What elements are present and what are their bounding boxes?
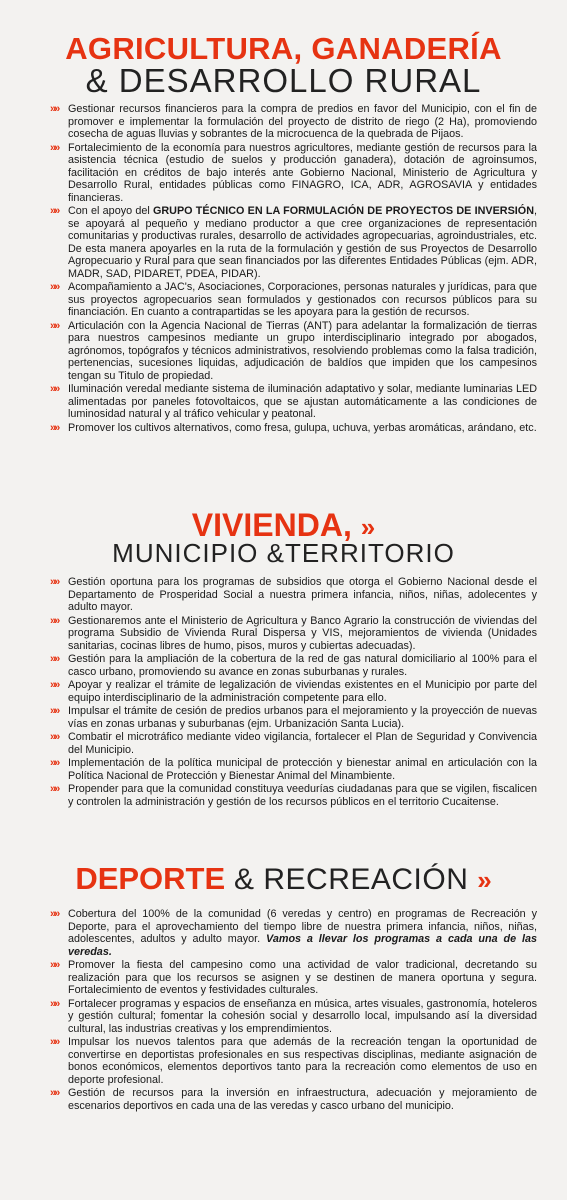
list-vivienda bbox=[0, 576, 567, 809]
list-item: »» Fortalecer programas y espacios de enseñanza en música, artes visuales, gastronomía, hoteleros y gestión cultural; fomentar la cohesión social y desarrollo local, impulsando así la diversidad cultural, las industrias creativas y los emprendimientos. bbox=[50, 997, 537, 1035]
bullet-icon: »» bbox=[50, 103, 59, 115]
list-item: »» Apoyar y realizar el trámite de legalización de viviendas existentes en el Municipio por parte del equipo interdisciplinario de la administración competente para ello. bbox=[50, 679, 537, 704]
bullet-icon: »» bbox=[50, 959, 59, 971]
list-item: »» Gestión oportuna para los programas de subsidios que otorga el Gobierno Nacional desde el Departamento de Prosperidad Social a nuestra primera infancia, niños, niñas, adolecentes y adulto mayor. bbox=[50, 576, 537, 613]
section-deporte bbox=[0, 858, 567, 1200]
list-item: »» Cobertura del 100% de la comunidad (6 veredas y centro) en programas de Recreación y Deporte, para el aprovechamiento del tiempo libre de nuestra primera infancia, niños, niñas, adolescentes, adultos y adulto mayor. Vamos a llevar los programas a cada una de las veredas. bbox=[50, 908, 537, 958]
list-item: »» Promover los cultivos alternativos, como fresa, gulupa, uchuva, yerbas aromáticas, arándano, etc. bbox=[50, 421, 537, 434]
bullet-icon: »» bbox=[50, 908, 59, 920]
bullet-icon: »» bbox=[50, 1087, 59, 1099]
bullet-icon: »» bbox=[50, 653, 59, 665]
list-item: »» Promover la fiesta del campesino como una actividad de valor tradicional, decretando su realización para que los recursos se asignen y se destinen de manera oportuna y segura. Fortalecimiento de eventos y festividades culturales. bbox=[50, 959, 537, 996]
bullet-icon: »» bbox=[50, 705, 59, 717]
chevron-right-icon: » bbox=[360, 512, 376, 542]
section-subtitle-desarrollo-rural: & DESARROLLO RURAL bbox=[85, 62, 482, 99]
list-item: »» Gestión para la ampliación de la cobertura de la red de gas natural domiciliario al 100% para el casco urbano, promoviendo su avance en zonas suburbanas y rurales. bbox=[50, 653, 537, 678]
list-item: »» Combatir el microtráfico mediante video vigilancia, fortalecer el Plan de Seguridad y Convivencia del Municipio. bbox=[50, 731, 537, 756]
bullet-icon: »» bbox=[50, 731, 59, 743]
list-item: »» Con el apoyo del GRUPO TÉCNICO EN LA FORMULACIÓN DE PROYECTOS DE INVERSIÓN, se apoyará al pequeño y mediano productor a que cree organizaciones de representación comunitarias y productivas rurales, desarrollo de actividades agropecuarias, agroindustriales, etc. De esta manera apoyarles en la ruta de la formulación y gestión de sus Proyectos de Desarrollo Agropecuario y Rural para que sean financiados por las diferentes Entidades Públicas (ejm. ADR, MADR, SAD, PIDARET, PDEA, PIDAR). bbox=[50, 205, 537, 280]
list-item: »» Gestionaremos ante el Ministerio de Agricultura y Banco Agrario la construcción de viviendas del programa Subsidio de Vivienda Rural Dispersa y VIS, mejoramientos de vivienda (Unidades sanitarias, cocinas libres de humo, pisos, muros y cubiertas adecuadas). bbox=[50, 614, 537, 652]
list-item: »» Iluminación veredal mediante sistema de iluminación adaptativo y solar, mediante luminarias LED alimentadas por paneles fotovoltaicos, que se ajustan automáticamente a las condiciones de luminosidad natural y al tráfico vehicular y peatonal. bbox=[50, 383, 537, 420]
bullet-icon: »» bbox=[50, 205, 59, 217]
section-title-deporte: DEPORTE & RECREACIÓN » bbox=[75, 861, 492, 896]
section-title-agricultura: AGRICULTURA, GANADERÍA bbox=[65, 31, 502, 66]
bullet-icon: »» bbox=[50, 757, 59, 769]
list-item: »» Acompañamiento a JAC's, Asociaciones, Corporaciones, personas naturales y jurídicas, para que sus proyectos agropecuarios sean formulados y gestionados con recursos públicos para su financiación. En cuanto a contrapartidas se les apoyara para la gestión de recursos. bbox=[50, 281, 537, 318]
bullet-icon: »» bbox=[50, 383, 59, 395]
section-subtitle-municipio-territorio: MUNICIPIO &TERRITORIO bbox=[112, 538, 455, 568]
list-item: »» Gestionar recursos financieros para la compra de predios en favor del Municipio, con el fin de promover e implementar la formulación del proyecto de distrito de riego (2 Ha), promoviendo cosecha de aguas lluvias y sobrantes de la microcuenca de la quebrada de Pijaos. bbox=[50, 103, 537, 140]
bullet-icon: »» bbox=[50, 1036, 59, 1048]
list-item: »» Gestión de recursos para la inversión en infraestructura, adecuación y mejoramiento de escenarios deportivos en cada una de las veredas y casco urbano del municipio. bbox=[50, 1087, 537, 1112]
bullet-icon: »» bbox=[50, 614, 59, 627]
section-title-vivienda: VIVIENDA, » bbox=[191, 507, 376, 543]
bullet-icon: »» bbox=[50, 997, 59, 1010]
bullet-icon: »» bbox=[50, 679, 59, 691]
chevron-right-icon: » bbox=[477, 865, 492, 895]
bullet-icon: »» bbox=[50, 576, 59, 588]
bullet-icon: »» bbox=[50, 421, 59, 434]
list-item: »» Impulsar el trámite de cesión de predios urbanos para el mejoramiento y la proyección de nuevas vías en zonas urbanas y suburbanas (ejm. Urbanización Santa Lucia). bbox=[50, 705, 537, 730]
list-item: »» Articulación con la Agencia Nacional de Tierras (ANT) para adelantar la formalización de tierras para nuestros campesinos mediante un grupo interdisciplinario integrado por abogados, agrónomos, topógrafos y técnicos administrativos, resolviendo problemas como la falsa tradición, pertenencias, sucesiones liquidas, adjudicación de baldíos que impiden que los campesinos tengan su Titulo de propiedad. bbox=[50, 319, 537, 382]
list-deporte bbox=[0, 908, 567, 1113]
bullet-icon: »» bbox=[50, 783, 59, 795]
bullet-icon: »» bbox=[50, 319, 59, 332]
list-agricultura bbox=[0, 103, 567, 435]
list-item: »» Fortalecimiento de la economía para nuestros agricultores, mediante gestión de recursos para la asistencia técnica (estudio de suelos y producción ganadera), dotación de agroinsumos, facilitación en créditos de bajo interés ante Gobierno Nacional, Ministerio de Agricultura y Desarrollo Rural, entidades públicas como FINAGRO, ICA, ADR, AGROSAVIA y entidades financieras. bbox=[50, 141, 537, 204]
section-vivienda bbox=[0, 500, 567, 850]
list-item: »» Propender para que la comunidad constituya veedurías ciudadanas para que se vigilen, fiscalicen y controlen la administración y gestión de los recursos públicos en el territorio Cucaitense. bbox=[50, 783, 537, 808]
bullet-icon: »» bbox=[50, 141, 59, 154]
section-agricultura bbox=[0, 0, 567, 500]
list-item: »» Implementación de la política municipal de protección y bienestar animal en articulación con la Política Nacional de Protección y Bienestar Animal del Minambiente. bbox=[50, 757, 537, 782]
list-item: »» Impulsar los nuevos talentos para que además de la recreación tengan la oportunidad de convertirse en deportistas profesionales en sus respectivas disciplinas, mediante asignación de bonos económicos, elementos deportivos tanto para la recreación como elementos de uso en deporte profesional. bbox=[50, 1036, 537, 1086]
bullet-icon: »» bbox=[50, 281, 59, 293]
